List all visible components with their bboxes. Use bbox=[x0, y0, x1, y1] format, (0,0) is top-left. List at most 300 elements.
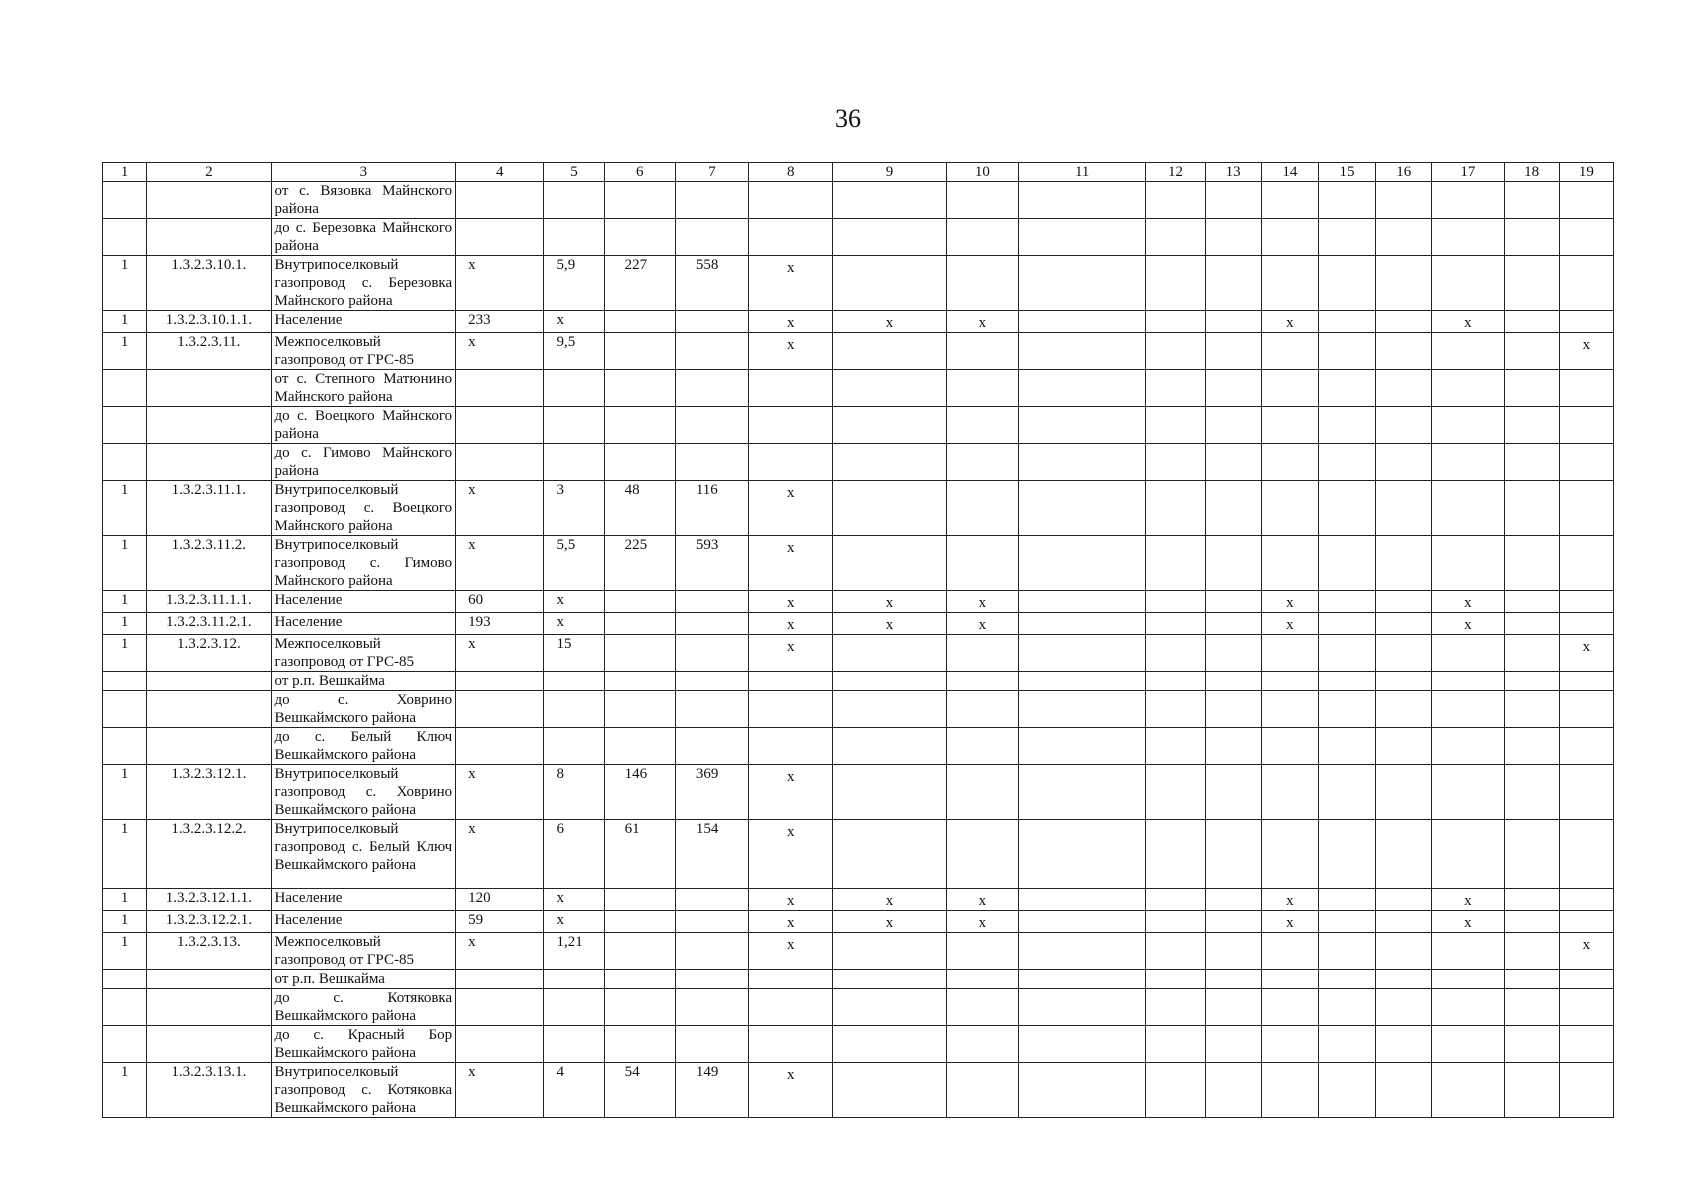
row-level-cell: 1 bbox=[103, 333, 147, 370]
value-cell bbox=[675, 728, 748, 765]
value-cell bbox=[675, 989, 748, 1026]
table-row bbox=[103, 1026, 1614, 1063]
column-header: 3 bbox=[271, 163, 456, 182]
row-description-cell: Межпоселковый газопровод от ГРС-85 bbox=[271, 333, 456, 370]
value-cell bbox=[946, 219, 1018, 256]
value-cell bbox=[675, 691, 748, 728]
value-cell bbox=[1376, 1026, 1432, 1063]
table-row bbox=[103, 370, 1614, 407]
value-cell bbox=[1018, 765, 1145, 820]
value-cell: x bbox=[456, 536, 544, 591]
row-code-cell: 1.3.2.3.13. bbox=[147, 933, 271, 970]
value-cell: 5,5 bbox=[544, 536, 604, 591]
value-cell: 3 bbox=[544, 481, 604, 536]
table-row bbox=[103, 911, 1614, 933]
column-header: 13 bbox=[1205, 163, 1261, 182]
row-description-cell: от р.п. Вешкайма bbox=[271, 672, 456, 691]
value-cell: 369 bbox=[675, 765, 748, 820]
value-cell bbox=[1318, 989, 1375, 1026]
value-cell: x bbox=[749, 481, 833, 536]
value-cell bbox=[833, 672, 946, 691]
row-description-cell: до с. Красный Бор Вешкаймского района bbox=[271, 1026, 456, 1063]
value-cell bbox=[604, 911, 675, 933]
value-cell bbox=[946, 444, 1018, 481]
row-description-cell: Межпоселковый газопровод от ГРС-85 bbox=[271, 933, 456, 970]
value-cell bbox=[1504, 182, 1559, 219]
table-row bbox=[103, 333, 1614, 370]
value-cell bbox=[1432, 444, 1504, 481]
value-cell bbox=[1205, 311, 1261, 333]
value-cell bbox=[1146, 820, 1205, 889]
value-cell: x bbox=[544, 911, 604, 933]
value-cell bbox=[675, 889, 748, 911]
row-code-cell bbox=[147, 182, 271, 219]
value-cell bbox=[1559, 444, 1613, 481]
value-cell bbox=[1018, 691, 1145, 728]
table-row bbox=[103, 728, 1614, 765]
value-cell: x bbox=[1261, 911, 1318, 933]
value-cell: 1,21 bbox=[544, 933, 604, 970]
value-cell bbox=[1261, 481, 1318, 536]
value-cell bbox=[604, 970, 675, 989]
value-cell: 59 bbox=[456, 911, 544, 933]
value-cell bbox=[946, 536, 1018, 591]
value-cell bbox=[749, 370, 833, 407]
table-row bbox=[103, 613, 1614, 635]
row-level-cell: 1 bbox=[103, 591, 147, 613]
value-cell bbox=[1205, 889, 1261, 911]
row-level-cell: 1 bbox=[103, 820, 147, 889]
value-cell bbox=[1432, 1026, 1504, 1063]
value-cell bbox=[1504, 536, 1559, 591]
value-cell: 60 bbox=[456, 591, 544, 613]
value-cell bbox=[1146, 613, 1205, 635]
value-cell bbox=[604, 672, 675, 691]
column-header: 5 bbox=[544, 163, 604, 182]
value-cell bbox=[833, 970, 946, 989]
value-cell bbox=[1318, 333, 1375, 370]
value-cell: x bbox=[1559, 333, 1613, 370]
row-description-cell: Внутрипоселковый газопровод с. Ховрино Вешкаймского района bbox=[271, 765, 456, 820]
column-header: 11 bbox=[1018, 163, 1145, 182]
value-cell bbox=[1376, 1063, 1432, 1118]
value-cell: x bbox=[456, 481, 544, 536]
value-cell bbox=[1504, 1026, 1559, 1063]
value-cell bbox=[1504, 481, 1559, 536]
value-cell bbox=[1146, 889, 1205, 911]
value-cell bbox=[1018, 591, 1145, 613]
value-cell bbox=[604, 728, 675, 765]
value-cell bbox=[946, 370, 1018, 407]
value-cell bbox=[1261, 256, 1318, 311]
row-code-cell bbox=[147, 407, 271, 444]
value-cell bbox=[1018, 989, 1145, 1026]
value-cell bbox=[675, 672, 748, 691]
value-cell bbox=[1261, 182, 1318, 219]
value-cell bbox=[1559, 591, 1613, 613]
value-cell: x bbox=[544, 311, 604, 333]
value-cell bbox=[833, 1026, 946, 1063]
value-cell bbox=[1261, 333, 1318, 370]
table-row bbox=[103, 311, 1614, 333]
value-cell bbox=[1559, 256, 1613, 311]
value-cell bbox=[1432, 820, 1504, 889]
value-cell: x bbox=[749, 1063, 833, 1118]
value-cell bbox=[1559, 672, 1613, 691]
value-cell bbox=[1318, 933, 1375, 970]
row-code-cell bbox=[147, 691, 271, 728]
value-cell bbox=[833, 219, 946, 256]
row-description-cell: от р.п. Вешкайма bbox=[271, 970, 456, 989]
value-cell bbox=[1261, 970, 1318, 989]
row-code-cell: 1.3.2.3.12.2. bbox=[147, 820, 271, 889]
value-cell bbox=[1559, 911, 1613, 933]
row-level-cell bbox=[103, 970, 147, 989]
value-cell bbox=[1432, 407, 1504, 444]
value-cell bbox=[1559, 989, 1613, 1026]
row-description-cell: Население bbox=[271, 591, 456, 613]
row-level-cell bbox=[103, 1026, 147, 1063]
value-cell bbox=[833, 989, 946, 1026]
value-cell bbox=[1018, 444, 1145, 481]
value-cell bbox=[1261, 1063, 1318, 1118]
row-description-cell: до с. Гимово Майнского района bbox=[271, 444, 456, 481]
value-cell: x bbox=[749, 591, 833, 613]
row-code-cell: 1.3.2.3.12. bbox=[147, 635, 271, 672]
value-cell bbox=[1261, 370, 1318, 407]
value-cell bbox=[1146, 970, 1205, 989]
value-cell bbox=[1261, 635, 1318, 672]
value-cell: 48 bbox=[604, 481, 675, 536]
value-cell bbox=[1261, 765, 1318, 820]
value-cell bbox=[1376, 728, 1432, 765]
row-level-cell: 1 bbox=[103, 889, 147, 911]
table-row bbox=[103, 672, 1614, 691]
value-cell bbox=[544, 1026, 604, 1063]
value-cell: x bbox=[749, 933, 833, 970]
value-cell: x bbox=[1559, 635, 1613, 672]
value-cell bbox=[1376, 536, 1432, 591]
value-cell bbox=[749, 219, 833, 256]
value-cell bbox=[1432, 333, 1504, 370]
value-cell bbox=[1146, 672, 1205, 691]
value-cell bbox=[1376, 591, 1432, 613]
value-cell bbox=[456, 182, 544, 219]
row-description-cell: до с. Ховрино Вешкаймского района bbox=[271, 691, 456, 728]
value-cell bbox=[1318, 536, 1375, 591]
value-cell bbox=[1559, 370, 1613, 407]
value-cell: 116 bbox=[675, 481, 748, 536]
table-row bbox=[103, 481, 1614, 536]
value-cell bbox=[1432, 1063, 1504, 1118]
value-cell bbox=[1376, 889, 1432, 911]
value-cell bbox=[1504, 691, 1559, 728]
value-cell bbox=[1376, 911, 1432, 933]
row-code-cell bbox=[147, 970, 271, 989]
value-cell bbox=[544, 407, 604, 444]
table-row bbox=[103, 635, 1614, 672]
value-cell bbox=[1318, 1026, 1375, 1063]
row-code-cell bbox=[147, 672, 271, 691]
table-row bbox=[103, 889, 1614, 911]
value-cell bbox=[946, 765, 1018, 820]
value-cell bbox=[1205, 933, 1261, 970]
value-cell: x bbox=[456, 635, 544, 672]
value-cell bbox=[749, 728, 833, 765]
value-cell: x bbox=[833, 311, 946, 333]
value-cell bbox=[1432, 370, 1504, 407]
value-cell bbox=[1018, 970, 1145, 989]
row-code-cell bbox=[147, 989, 271, 1026]
value-cell bbox=[1559, 536, 1613, 591]
value-cell bbox=[1318, 613, 1375, 635]
row-level-cell: 1 bbox=[103, 481, 147, 536]
value-cell bbox=[1504, 333, 1559, 370]
row-code-cell bbox=[147, 444, 271, 481]
value-cell bbox=[1146, 728, 1205, 765]
value-cell bbox=[1018, 481, 1145, 536]
value-cell bbox=[544, 728, 604, 765]
value-cell bbox=[1205, 635, 1261, 672]
value-cell: 558 bbox=[675, 256, 748, 311]
column-header: 16 bbox=[1376, 163, 1432, 182]
value-cell bbox=[1504, 728, 1559, 765]
value-cell bbox=[833, 536, 946, 591]
value-cell bbox=[1205, 444, 1261, 481]
value-cell bbox=[1146, 635, 1205, 672]
value-cell bbox=[1205, 1063, 1261, 1118]
value-cell: 227 bbox=[604, 256, 675, 311]
row-description-cell: Население bbox=[271, 911, 456, 933]
row-level-cell bbox=[103, 728, 147, 765]
value-cell bbox=[1205, 1026, 1261, 1063]
value-cell bbox=[1318, 481, 1375, 536]
value-cell bbox=[1205, 591, 1261, 613]
value-cell bbox=[946, 182, 1018, 219]
value-cell bbox=[1376, 672, 1432, 691]
row-level-cell: 1 bbox=[103, 933, 147, 970]
value-cell bbox=[1376, 444, 1432, 481]
value-cell bbox=[1559, 970, 1613, 989]
value-cell: x bbox=[1261, 591, 1318, 613]
value-cell bbox=[1146, 933, 1205, 970]
value-cell bbox=[946, 672, 1018, 691]
column-header: 10 bbox=[946, 163, 1018, 182]
column-header: 8 bbox=[749, 163, 833, 182]
value-cell bbox=[1376, 691, 1432, 728]
value-cell bbox=[1018, 1026, 1145, 1063]
row-level-cell bbox=[103, 444, 147, 481]
value-cell bbox=[1318, 911, 1375, 933]
value-cell bbox=[1504, 820, 1559, 889]
value-cell bbox=[1261, 691, 1318, 728]
value-cell bbox=[456, 1026, 544, 1063]
value-cell bbox=[1559, 481, 1613, 536]
page-number: 36 bbox=[835, 104, 861, 133]
value-cell bbox=[1376, 765, 1432, 820]
value-cell bbox=[456, 444, 544, 481]
value-cell: x bbox=[544, 613, 604, 635]
column-header: 12 bbox=[1146, 163, 1205, 182]
value-cell bbox=[1018, 672, 1145, 691]
value-cell: x bbox=[544, 889, 604, 911]
table-body bbox=[103, 163, 1614, 1118]
row-level-cell: 1 bbox=[103, 613, 147, 635]
value-cell: 8 bbox=[544, 765, 604, 820]
value-cell bbox=[1146, 989, 1205, 1026]
value-cell: x bbox=[1261, 889, 1318, 911]
row-level-cell: 1 bbox=[103, 536, 147, 591]
value-cell bbox=[604, 613, 675, 635]
value-cell bbox=[1318, 591, 1375, 613]
value-cell bbox=[1504, 256, 1559, 311]
value-cell bbox=[1146, 182, 1205, 219]
value-cell bbox=[1261, 989, 1318, 1026]
value-cell bbox=[1376, 970, 1432, 989]
row-code-cell: 1.3.2.3.11.1. bbox=[147, 481, 271, 536]
value-cell bbox=[675, 182, 748, 219]
value-cell bbox=[1432, 989, 1504, 1026]
value-cell bbox=[604, 889, 675, 911]
value-cell bbox=[1504, 672, 1559, 691]
value-cell bbox=[749, 444, 833, 481]
value-cell bbox=[1318, 1063, 1375, 1118]
row-code-cell: 1.3.2.3.10.1. bbox=[147, 256, 271, 311]
value-cell bbox=[1559, 889, 1613, 911]
value-cell: 146 bbox=[604, 765, 675, 820]
value-cell bbox=[1205, 613, 1261, 635]
value-cell bbox=[1504, 911, 1559, 933]
value-cell: 4 bbox=[544, 1063, 604, 1118]
value-cell: x bbox=[833, 613, 946, 635]
value-cell bbox=[1205, 536, 1261, 591]
value-cell bbox=[1559, 728, 1613, 765]
value-cell: x bbox=[749, 635, 833, 672]
value-cell bbox=[1432, 672, 1504, 691]
column-header: 2 bbox=[147, 163, 271, 182]
value-cell bbox=[675, 1026, 748, 1063]
value-cell: x bbox=[1432, 889, 1504, 911]
value-cell bbox=[833, 691, 946, 728]
value-cell bbox=[1432, 933, 1504, 970]
value-cell bbox=[1261, 820, 1318, 889]
value-cell bbox=[946, 407, 1018, 444]
value-cell bbox=[1504, 989, 1559, 1026]
value-cell bbox=[946, 970, 1018, 989]
value-cell bbox=[675, 333, 748, 370]
value-cell bbox=[604, 635, 675, 672]
column-header: 14 bbox=[1261, 163, 1318, 182]
value-cell bbox=[1261, 933, 1318, 970]
value-cell bbox=[604, 182, 675, 219]
value-cell bbox=[1318, 765, 1375, 820]
value-cell bbox=[544, 672, 604, 691]
row-level-cell: 1 bbox=[103, 311, 147, 333]
value-cell bbox=[1205, 691, 1261, 728]
value-cell bbox=[1018, 256, 1145, 311]
value-cell: x bbox=[833, 591, 946, 613]
value-cell bbox=[1018, 613, 1145, 635]
value-cell: x bbox=[1432, 911, 1504, 933]
value-cell bbox=[544, 219, 604, 256]
value-cell bbox=[1432, 635, 1504, 672]
value-cell bbox=[604, 219, 675, 256]
row-description-cell: до с. Воецкого Майнского района bbox=[271, 407, 456, 444]
value-cell bbox=[1146, 1063, 1205, 1118]
row-code-cell: 1.3.2.3.12.1. bbox=[147, 765, 271, 820]
value-cell: x bbox=[1261, 613, 1318, 635]
value-cell bbox=[1018, 311, 1145, 333]
value-cell bbox=[1018, 182, 1145, 219]
value-cell bbox=[544, 970, 604, 989]
value-cell bbox=[1432, 691, 1504, 728]
value-cell bbox=[675, 219, 748, 256]
value-cell bbox=[544, 989, 604, 1026]
value-cell bbox=[833, 256, 946, 311]
table-row bbox=[103, 820, 1614, 889]
value-cell bbox=[1559, 765, 1613, 820]
value-cell: x bbox=[1432, 311, 1504, 333]
value-cell bbox=[1205, 407, 1261, 444]
value-cell bbox=[749, 691, 833, 728]
value-cell bbox=[1432, 970, 1504, 989]
value-cell bbox=[833, 765, 946, 820]
value-cell bbox=[1504, 889, 1559, 911]
table-row bbox=[103, 691, 1614, 728]
value-cell bbox=[1205, 481, 1261, 536]
value-cell bbox=[1376, 333, 1432, 370]
row-description-cell: Внутрипоселковый газопровод с. Белый Ключ Вешкаймского района bbox=[271, 820, 456, 889]
row-level-cell bbox=[103, 219, 147, 256]
value-cell bbox=[1318, 407, 1375, 444]
column-header: 7 bbox=[675, 163, 748, 182]
row-description-cell: от с. Степного Матюнино Майнского района bbox=[271, 370, 456, 407]
value-cell bbox=[833, 444, 946, 481]
value-cell bbox=[1504, 933, 1559, 970]
value-cell bbox=[833, 370, 946, 407]
value-cell bbox=[1504, 407, 1559, 444]
value-cell bbox=[1376, 613, 1432, 635]
row-level-cell bbox=[103, 407, 147, 444]
table-row bbox=[103, 933, 1614, 970]
table-row bbox=[103, 256, 1614, 311]
value-cell bbox=[1146, 311, 1205, 333]
value-cell bbox=[1504, 591, 1559, 613]
row-description-cell: до с. Котяковка Вешкаймского района bbox=[271, 989, 456, 1026]
value-cell bbox=[1432, 219, 1504, 256]
value-cell bbox=[1146, 333, 1205, 370]
value-cell bbox=[604, 333, 675, 370]
value-cell bbox=[1504, 219, 1559, 256]
value-cell bbox=[1504, 311, 1559, 333]
value-cell bbox=[1146, 407, 1205, 444]
value-cell: 120 bbox=[456, 889, 544, 911]
value-cell bbox=[456, 970, 544, 989]
value-cell: x bbox=[749, 911, 833, 933]
row-code-cell: 1.3.2.3.11.1.1. bbox=[147, 591, 271, 613]
value-cell bbox=[1261, 219, 1318, 256]
value-cell bbox=[749, 1026, 833, 1063]
value-cell: 154 bbox=[675, 820, 748, 889]
value-cell: x bbox=[946, 889, 1018, 911]
data-table bbox=[102, 162, 1614, 1118]
row-level-cell: 1 bbox=[103, 911, 147, 933]
value-cell: 233 bbox=[456, 311, 544, 333]
value-cell: x bbox=[544, 591, 604, 613]
row-code-cell: 1.3.2.3.10.1.1. bbox=[147, 311, 271, 333]
value-cell bbox=[604, 591, 675, 613]
value-cell bbox=[675, 635, 748, 672]
